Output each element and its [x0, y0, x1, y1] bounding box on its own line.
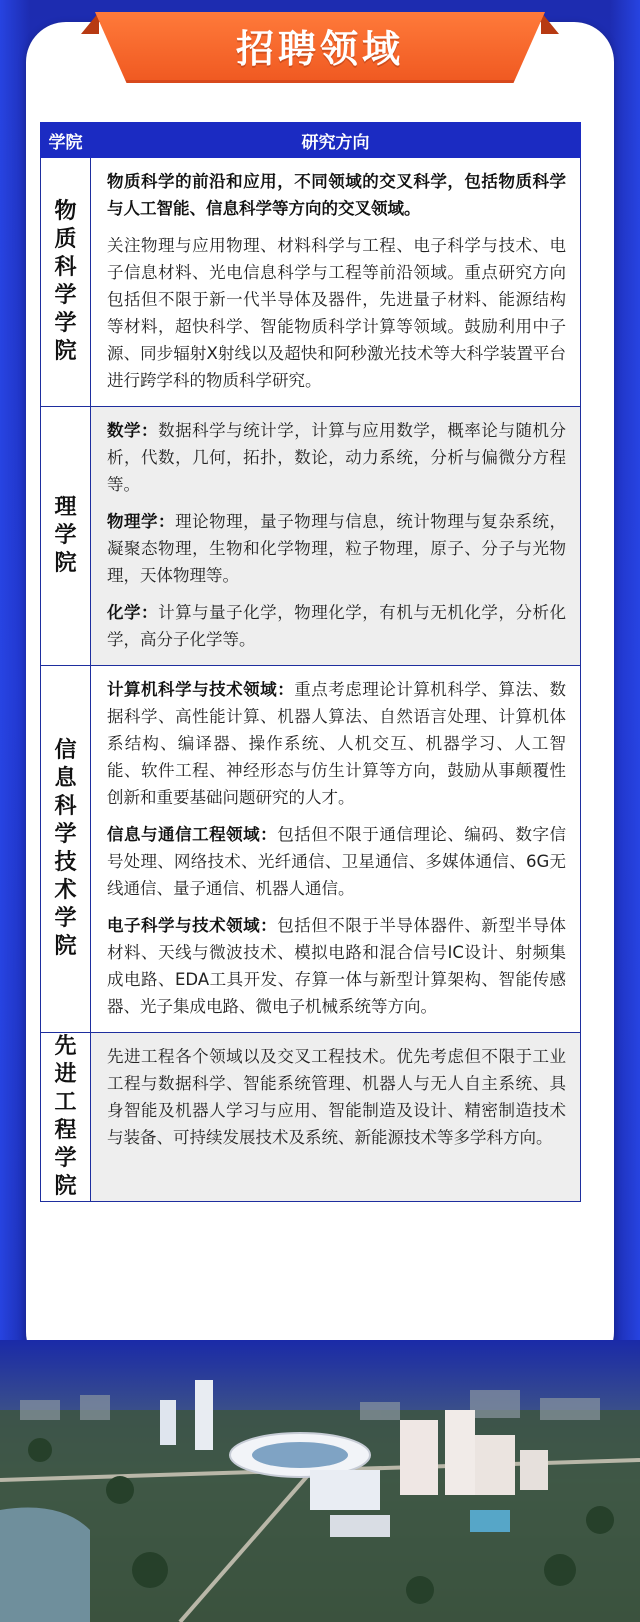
- direction-cell: [91, 407, 581, 666]
- header-direction: 研究方向: [91, 123, 581, 158]
- college-cell: [41, 1033, 91, 1202]
- field-description: 重点考虑理论计算机科学、算法、数据科学、高性能计算、机器人算法、自然语言处理、计算机体系结构、编译器、操作系统、人机交互、机器学习、人工智能、软件工程、神经形态与仿生计算等方向，鼓励从事颠覆性创新和重要基础问题研究的人才。: [107, 680, 567, 807]
- recruitment-fields-table: [40, 122, 581, 1202]
- field-heading: 计算机科学与技术领域：: [107, 680, 295, 699]
- right-edge-glow: [610, 0, 640, 1380]
- direction-paragraph: [107, 232, 566, 394]
- field-description: 理论物理，量子物理与信息，统计物理与复杂系统，凝聚态物理，生物和化学物理，粒子物理，原子、分子与光物理，天体物理等。: [107, 512, 567, 585]
- direction-paragraph: [107, 168, 566, 222]
- college-name: 信息科学技术学院: [54, 738, 77, 959]
- table-row: [41, 666, 581, 1033]
- direction-paragraph: [107, 417, 566, 498]
- field-description: 包括但不限于半导体器件、新型半导体材料、天线与微波技术、模拟电路和混合信号IC设计、射频集成电路、EDA工具开发、存算一体与新型计算架构、智能传感器、光子集成电路、微电子机械系统等方向。: [107, 916, 567, 1016]
- college-cell: [41, 158, 91, 407]
- field-description: 先进工程各个领域以及交叉工程技术。优先考虑但不限于工业工程与数据科学、智能系统管理、机器人与无人自主系统、具身智能及机器人学习与应用、智能制造及设计、精密制造技术与装备、可持续发展技术及系统、新能源技术等多学科方向。: [107, 1047, 566, 1147]
- college-name: 理学院: [54, 495, 77, 576]
- field-heading: 物理学：: [107, 512, 176, 531]
- field-description: 计算与量子化学，物理化学，有机与无机化学，分析化学，高分子化学等。: [107, 603, 567, 649]
- table-row: [41, 1033, 581, 1202]
- field-description: 物质科学的前沿和应用，不同领域的交叉科学，包括物质科学与人工智能、信息科学等方向的交叉领域。: [107, 172, 566, 218]
- table-header-row: [41, 123, 581, 158]
- header-college: 学院: [41, 123, 91, 158]
- direction-paragraph: [107, 821, 566, 902]
- direction-paragraph: [107, 676, 566, 811]
- table-row: [41, 407, 581, 666]
- page-title: 招聘领域: [235, 27, 404, 71]
- college-cell: [41, 407, 91, 666]
- direction-cell: [91, 666, 581, 1033]
- field-description: 数据科学与统计学，计算与应用数学，概率论与随机分析，代数，几何，拓扑，数论，动力系统，分析与偏微分方程等。: [107, 421, 567, 494]
- field-description: 关注物理与应用物理、材料科学与工程、电子科学与技术、电子信息材料、光电信息科学与工程等前沿领域。重点研究方向包括但不限于新一代半导体及器件，先进量子材料、能源结构等材料，超快科学、智能物质科学计算等领域。鼓励利用中子源、同步辐射X射线以及超快和阿秒激光技术等大科学装置平台进行跨学科的物质科学研究。: [107, 236, 566, 390]
- table-row: [41, 158, 581, 407]
- field-heading: 化学：: [107, 603, 159, 622]
- direction-paragraph: [107, 599, 566, 653]
- field-description: 包括但不限于通信理论、编码、数字信号处理、网络技术、光纤通信、卫星通信、多媒体通信、6G无线通信、量子通信、机器人通信。: [107, 825, 567, 898]
- direction-paragraph: [107, 508, 566, 589]
- direction-paragraph: [107, 1043, 566, 1151]
- college-cell: [41, 666, 91, 1033]
- direction-cell: [91, 1033, 581, 1202]
- direction-paragraph: [107, 912, 566, 1020]
- field-heading: 电子科学与技术领域：: [107, 916, 278, 935]
- field-heading: 数学：: [107, 421, 159, 440]
- field-heading: 信息与通信工程领域：: [107, 825, 278, 844]
- college-name: 物质科学学院: [54, 199, 77, 364]
- college-name: 先进工程学院: [54, 1034, 77, 1199]
- direction-cell: [91, 158, 581, 407]
- title-banner: [95, 12, 545, 84]
- campus-aerial-illustration: [0, 1340, 640, 1622]
